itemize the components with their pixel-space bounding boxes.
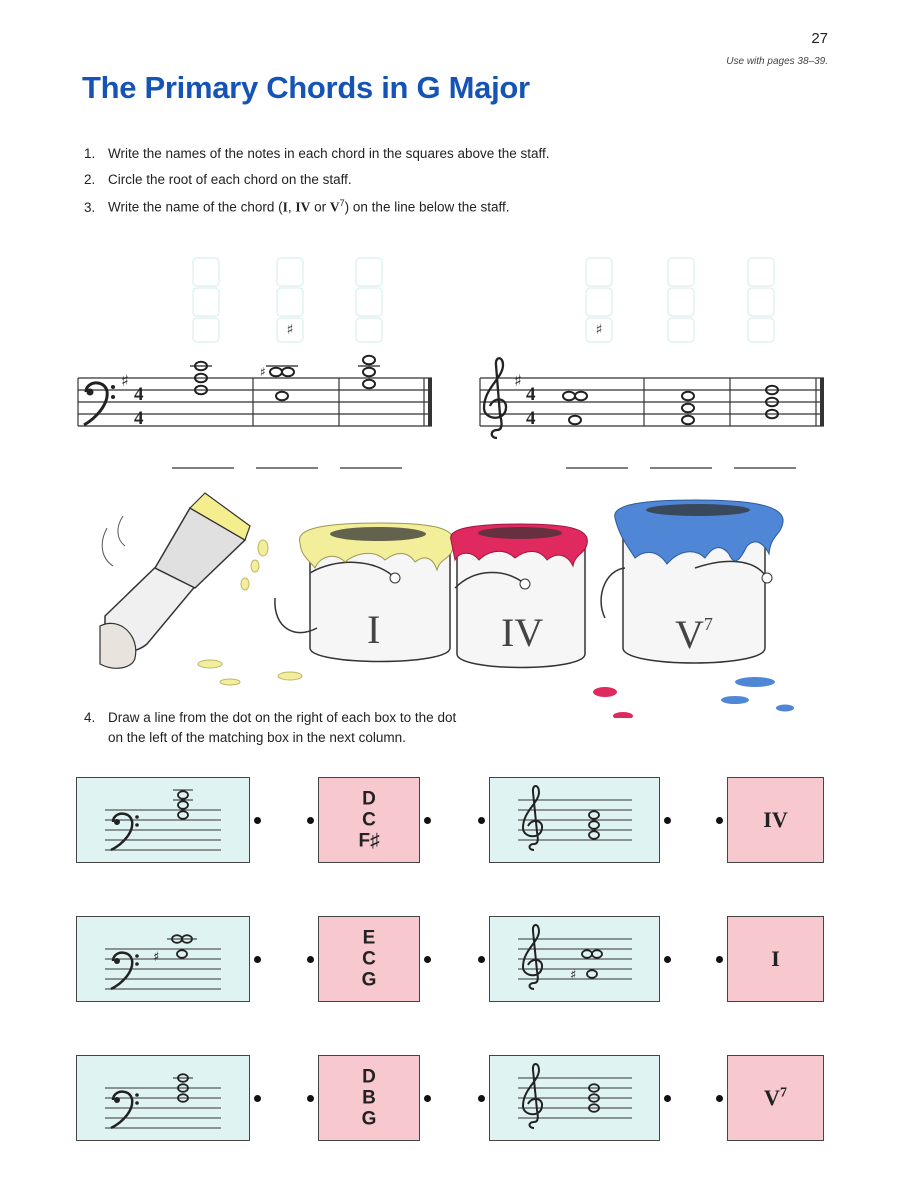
- connector-dot-left[interactable]: [478, 817, 485, 824]
- note-letter: C: [362, 809, 376, 831]
- note-letter: G: [361, 969, 377, 991]
- instruction-number: 3.: [84, 199, 96, 215]
- bass-chord-box-3: [76, 1055, 250, 1141]
- chord-roman: [728, 1085, 823, 1111]
- connector-dot-left[interactable]: [478, 956, 485, 963]
- treble-chords: [563, 386, 778, 425]
- instruction-2: [84, 172, 550, 187]
- connector-dot-left[interactable]: [307, 1095, 314, 1102]
- connector-dot-left[interactable]: [716, 1095, 723, 1102]
- svg-text:4: 4: [134, 384, 144, 405]
- paint-bucket-pink: [451, 524, 588, 668]
- bucket-label-IV: IV: [501, 610, 544, 655]
- bass-chord-staff: [77, 778, 251, 864]
- sharp-hint-treble: ♯: [595, 322, 603, 338]
- svg-text:4: 4: [134, 408, 144, 429]
- use-with-note: Use with pages 38–39.: [726, 56, 828, 67]
- connector-dot-right[interactable]: [254, 817, 261, 824]
- connector-dot-right[interactable]: [664, 1095, 671, 1102]
- paint-bucket-blue: [601, 500, 783, 663]
- instruction-text: on the left of the matching box in the next column.: [108, 730, 406, 745]
- note-squares-treble: [586, 258, 774, 342]
- sharp-hint-bass: ♯: [286, 322, 294, 338]
- paint-buckets-illustration: [95, 488, 815, 718]
- connector-dot-right[interactable]: [424, 1095, 431, 1102]
- staff-exercise: [0, 250, 900, 480]
- connector-dot-right[interactable]: [664, 817, 671, 824]
- svg-text:♯: ♯: [570, 968, 577, 983]
- note-letter: E: [362, 927, 376, 949]
- bass-clef-icon: [111, 814, 139, 850]
- page-number: 27: [811, 30, 828, 47]
- connector-dot-right[interactable]: [424, 956, 431, 963]
- chord-roman-main: IV: [763, 807, 788, 832]
- instruction-number: 4.: [84, 710, 96, 725]
- note-letter: G: [361, 1108, 377, 1130]
- note-letter: B: [362, 1087, 376, 1109]
- key-signature-sharp: ♯: [514, 371, 522, 390]
- note-letters: [319, 928, 419, 991]
- paint-bucket-yellow: [275, 523, 454, 662]
- connector-dot-left[interactable]: [307, 817, 314, 824]
- treble-chord-staff: [490, 1056, 661, 1142]
- bass-chord-box-2: [76, 916, 250, 1002]
- svg-text:4: 4: [526, 408, 536, 429]
- chord-name-IV: IV: [295, 199, 311, 215]
- treble-chord-box-3: [489, 1055, 660, 1141]
- connector-dot-right[interactable]: [664, 956, 671, 963]
- bass-chord-staff: [77, 917, 251, 1003]
- chord-name-box-2: [727, 916, 824, 1002]
- bass-chord-box-1: [76, 777, 250, 863]
- treble-chord-staff: [490, 917, 661, 1003]
- instruction-text: Write the names of the notes in each chord in the squares above the staff.: [108, 146, 550, 161]
- connector-dot-left[interactable]: [716, 956, 723, 963]
- chord-name-box-3: [727, 1055, 824, 1141]
- instruction-text: ) on the line below the staff.: [344, 199, 510, 215]
- instruction-number: 2.: [84, 172, 96, 187]
- instruction-text: ,: [287, 199, 296, 215]
- chord-name-sup: 7: [339, 198, 345, 208]
- chord-roman-sup: 7: [779, 1085, 787, 1101]
- bass-clef-icon: [111, 1092, 139, 1128]
- note-letter: D: [362, 788, 376, 810]
- instruction-4: [84, 708, 456, 748]
- bucket-label-V7: $V^7$: [675, 612, 713, 657]
- instruction-text: Circle the root of each chord on the staff.: [108, 172, 352, 187]
- note-letters: [319, 789, 419, 852]
- key-signature-sharp: ♯: [121, 371, 129, 390]
- treble-chord-box-2: [489, 916, 660, 1002]
- instruction-text: Write the name of the chord (: [108, 199, 283, 215]
- instruction-1: [84, 146, 550, 161]
- instruction-text: Draw a line from the dot on the right of each box to the dot: [108, 710, 457, 725]
- bass-clef-icon: [84, 383, 115, 425]
- treble-chord-staff: [490, 778, 661, 864]
- connector-dot-right[interactable]: [254, 956, 261, 963]
- chord-roman-main: I: [771, 946, 780, 971]
- paintbrush-icon: [100, 493, 250, 668]
- connector-dot-left[interactable]: [307, 956, 314, 963]
- bass-chord-sharp: ♯: [260, 365, 266, 379]
- bass-clef-icon: [111, 953, 139, 989]
- chord-name-V: V: [329, 199, 340, 215]
- bass-chord-staff: [77, 1056, 251, 1142]
- connector-dot-right[interactable]: [254, 1095, 261, 1102]
- note-letters-box-2: [318, 916, 420, 1002]
- instruction-number: 1.: [84, 146, 96, 161]
- connector-dot-right[interactable]: [424, 817, 431, 824]
- page-title: The Primary Chords in G Major: [82, 70, 530, 105]
- instructions-list: [84, 146, 550, 227]
- note-letter: C: [362, 948, 376, 970]
- note-letter: D: [362, 1066, 376, 1088]
- note-letters-box-1: [318, 777, 420, 863]
- bucket-label-I: I: [367, 607, 381, 652]
- chord-name-box-1: [727, 777, 824, 863]
- chord-name-I: I: [282, 199, 288, 215]
- treble-chord-box-1: [489, 777, 660, 863]
- bass-staff: [78, 378, 432, 426]
- note-letters-box-3: [318, 1055, 420, 1141]
- svg-text:♯: ♯: [153, 950, 160, 965]
- svg-text:4: 4: [526, 384, 536, 405]
- time-signature: [526, 384, 536, 429]
- chord-roman: [728, 946, 823, 972]
- connector-dot-left[interactable]: [716, 817, 723, 824]
- time-signature: [134, 384, 144, 429]
- chord-roman: [728, 807, 823, 833]
- instruction-text: or: [310, 199, 330, 215]
- connector-dot-left[interactable]: [478, 1095, 485, 1102]
- instruction-3: [84, 198, 550, 216]
- note-letters: [319, 1067, 419, 1130]
- note-letter: F♯: [358, 830, 380, 852]
- chord-roman-main: V: [764, 1085, 780, 1110]
